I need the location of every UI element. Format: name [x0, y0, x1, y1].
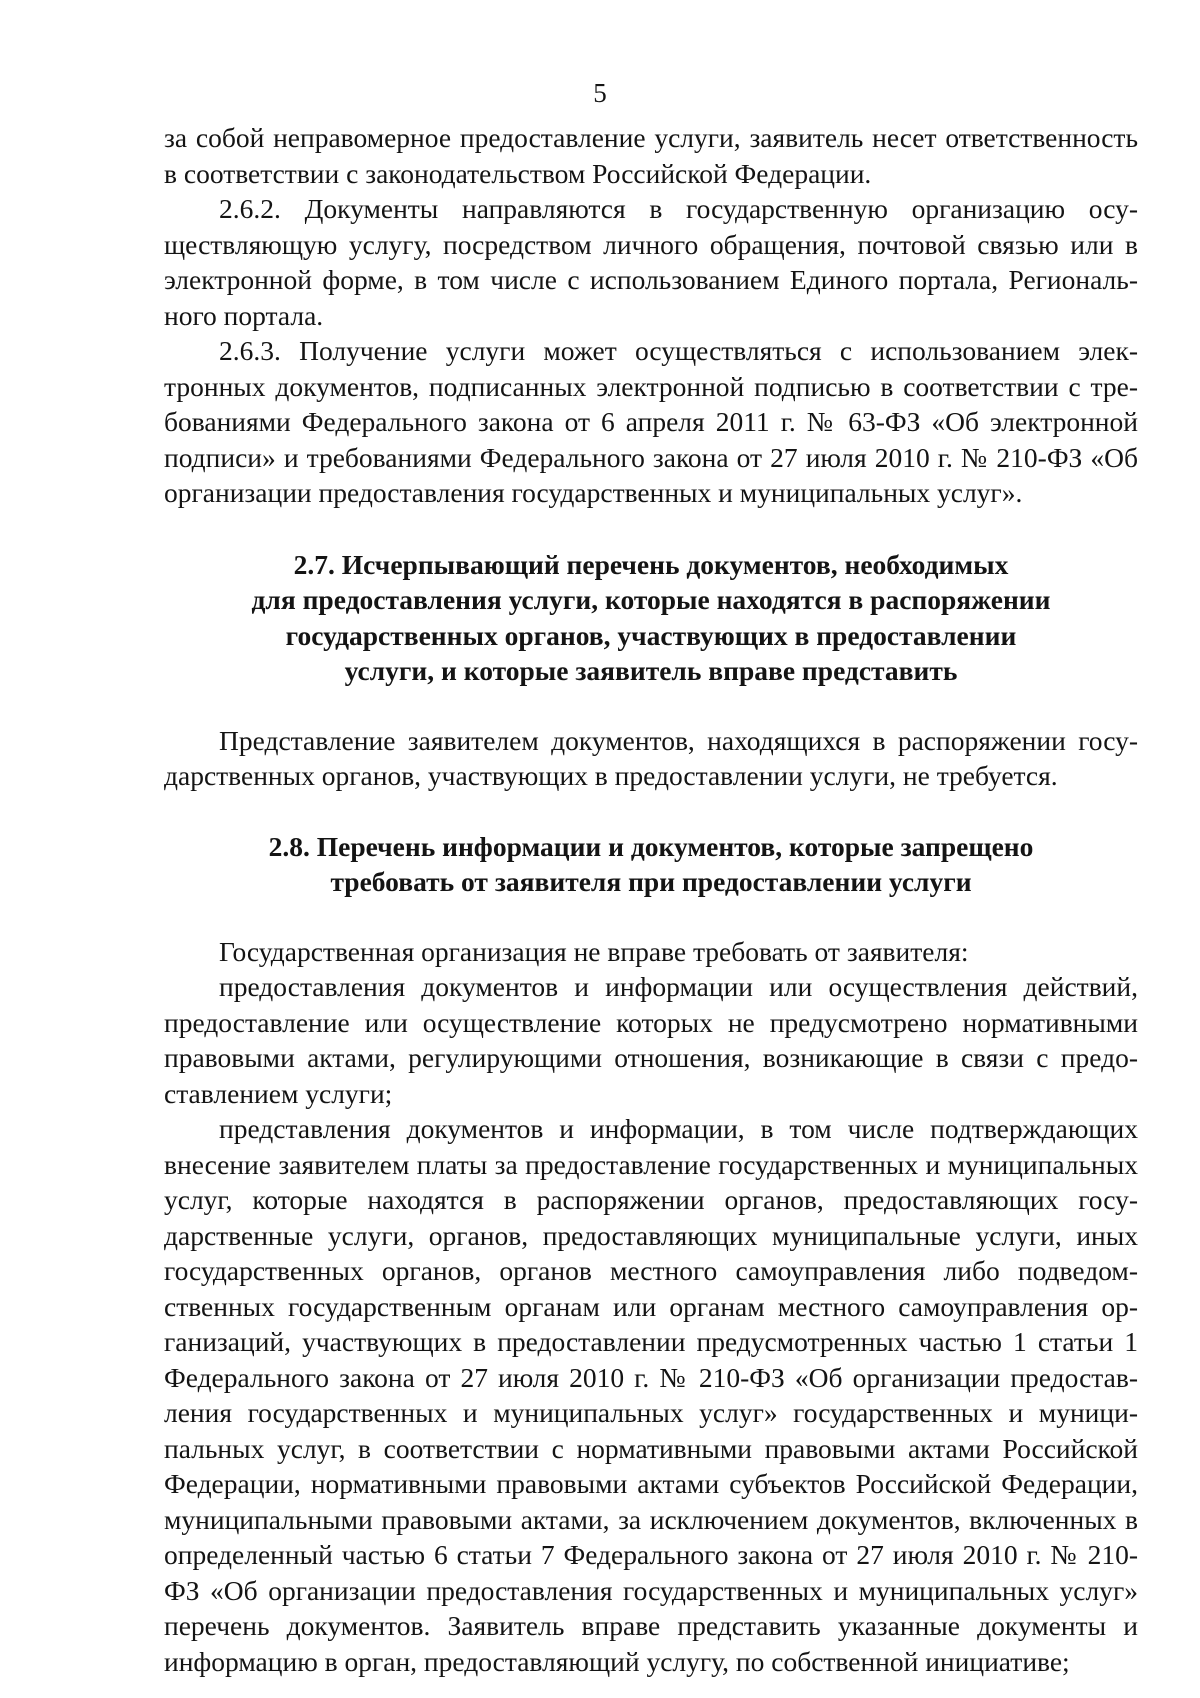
paragraph-2-8-intro: Государственная организация не вправе требовать от заявителя: [219, 935, 969, 967]
heading-line: государственных органов, участвующих в предоставлении [285, 619, 1017, 651]
heading-line: 2.8. Перечень информации и документов, которые запрещено [268, 830, 1034, 862]
section-heading-2-8 [164, 829, 1138, 900]
heading-line: требовать от заявителя при предоставлении услуги [330, 866, 972, 897]
document-body [164, 120, 1138, 1679]
paragraph-2-8-item-1: предоставления документов и информации или осуществления действий, предоставление или осуществление которых не предусмотрено нормативными правовыми актами, регулирующими отношения, возникающие в связи с предоставлением услуги; [164, 971, 1138, 1109]
paragraph-2-8-item-2: представления документов и информации, в том числе подтверждающих внесение заявителем платы за предоставление государственных и муниципальных услуг, которые находятся в распоряжении органов, предоставляющих государственные услуги, органов, предоставляющих муниципальные услуги, иных государственных органов, органов местного самоуправления либо подведомственных государственным органам или органам местного самоуправления организаций, участвующих в предоставлении предусмотренных частью 1 статьи 1 Федерального закона от 27 июля 2010 г. № 210-ФЗ «Об организации предоставления государственных и муниципальных услуг» государственных и муниципальных услуг, в соответствии с нормативными правовыми актами Российской Федерации, нормативными правовыми актами субъектов Российской Федерации, муниципальными правовыми актами, за исключением документов, включенных в определенный частью 6 статьи 7 Федерального закона от 27 июля 2010 г. № 210-ФЗ «Об организации предоставления государственных и муниципальных услуг» перечень документов. Заявитель вправе представить указанные документы и информацию в орган, предоставляющий услугу, по собственной инициативе; [164, 1113, 1138, 1677]
heading-line: услуги, и которые заявитель вправе представить [344, 655, 958, 686]
paragraph-2-6-2: 2.6.2. Документы направляются в государственную организацию осуществляющую услугу, посредством личного обращения, почтовой связью или в электронной форме, в том числе с использованием Единого портала, Регионального портала. [164, 193, 1138, 331]
heading-line: для предоставления услуги, которые находятся в распоряжении [251, 584, 1051, 615]
paragraph-2-6-3: 2.6.3. Получение услуги может осуществляться с использованием электронных документов, подписанных электронной подписью в соответствии с требованиями Федерального закона от 6 апреля 2011 г. № 63-ФЗ «Об электронной подписи» и требованиями Федерального закона от 27 июля 2010 г. № 210-ФЗ «Об организации предоставления государственных и муниципальных услуг». [164, 335, 1138, 508]
paragraph-2-7-text: Представление заявителем документов, находящихся в распоряжении государственных органов, участвующих в предоставлении услуги, не требуется. [164, 724, 1138, 791]
section-heading-2-7 [164, 547, 1138, 689]
paragraph-continuation: за собой неправомерное предоставление услуги, заявитель несет ответственность в соответствии с законодательством Российской Федерации. [164, 122, 1138, 189]
page-number: 5 [593, 78, 607, 108]
heading-line: 2.7. Исчерпывающий перечень документов, необходимых [293, 548, 1009, 580]
